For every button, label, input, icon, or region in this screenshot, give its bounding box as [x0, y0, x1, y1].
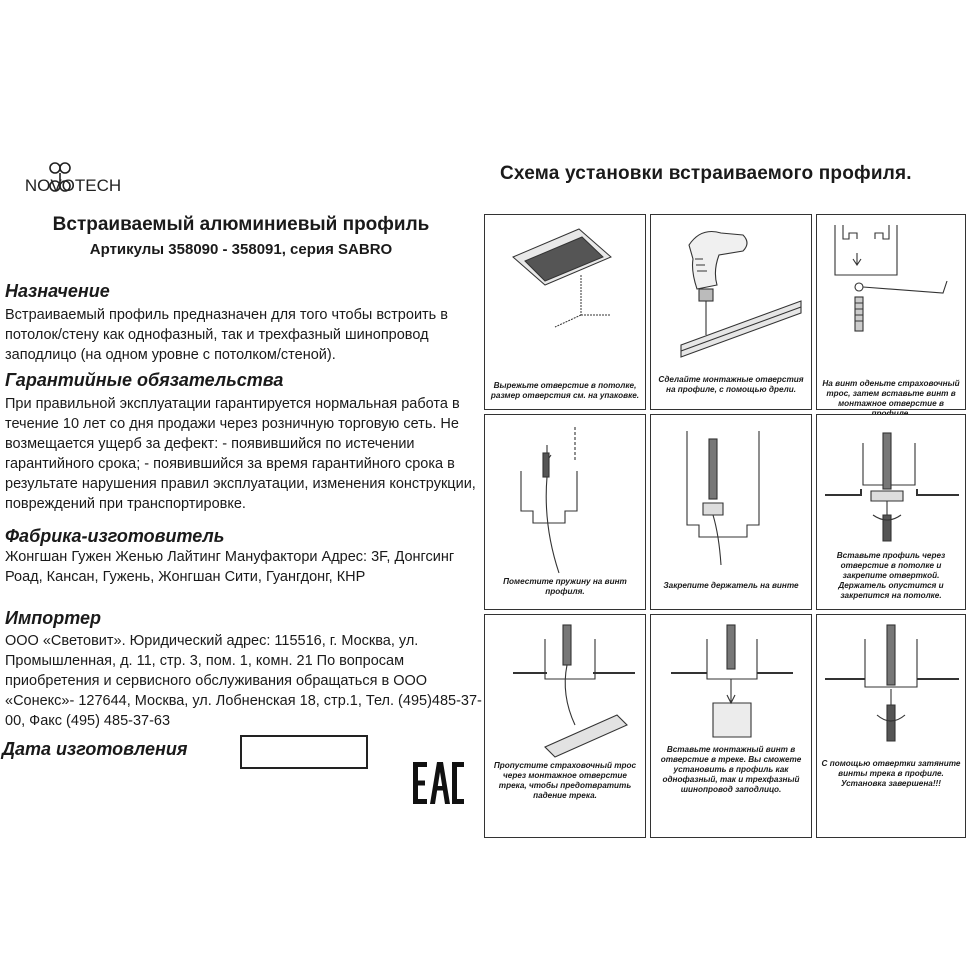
- importer-text: ООО «Световит». Юридический адрес: 115516, г. Москва, ул. Промышленная, д. 11, стр. 3, пом. 1, комн. 21 По вопросам приобретения и сервисного обслуживания обращаться в ООО «Сонекс»- 127644, Москва, ул. Лобненская 18, стр.1, Тел. (495)485-37-00, Факс (495) 485-37-63: [5, 633, 482, 729]
- step-4-caption: Поместите пружину на винт профиля.: [503, 577, 627, 596]
- schema-title: Схема установки встраиваемого профиля.: [500, 163, 912, 184]
- document-subtitle: Артикулы 358090 - 358091, серия SABRO: [89, 241, 393, 258]
- step-8-illustration: [651, 615, 813, 839]
- brand-name: NOVOTECH: [24, 176, 122, 195]
- manufacture-date-heading: Дата изготовления: [2, 739, 188, 759]
- brand-logo: [2, 160, 144, 204]
- step-8-panel: [650, 614, 812, 838]
- step-8-caption: Вставьте монтажный винт в отверстие в треке. Вы сможете установить в профиль как однофазный, так и трехфазный шинопровод заподлицо.: [660, 745, 802, 794]
- purpose-heading: Назначение: [5, 281, 110, 301]
- importer-heading: Импортер: [5, 608, 102, 628]
- step-2-caption: Сделайте монтажные отверстия на профиле, с помощью дрели.: [658, 375, 804, 394]
- step-9-caption: С помощью отвертки затяните винты трека в профиле. Установка завершена!!!: [821, 759, 961, 788]
- eac-certification-mark: [412, 760, 464, 806]
- step-2-panel: [650, 214, 812, 410]
- step-7-illustration: [485, 615, 647, 839]
- step-5-panel: [650, 414, 812, 610]
- warranty-text: При правильной эксплуатации гарантируется нормальная работа в течение 10 лет со дня продажи через розничную торговую сеть. Не возмещается ущерб за дефект: - появившийся по истечении гарантийного срока; - появившийся за время гарантийного срока в результате нарушения правил эксплуатации, изменения конструкции, повреждений при транспортировке.: [5, 396, 476, 512]
- step-9-panel: [816, 614, 966, 838]
- step-7-panel: [484, 614, 646, 838]
- step-1-caption: Вырежьте отверстие в потолке, размер отверстия см. на упаковке.: [490, 381, 640, 400]
- document-title: Встраиваемый алюминиевый профиль: [52, 214, 430, 235]
- step-3-panel: [816, 214, 966, 410]
- step-9-illustration: [817, 615, 967, 839]
- factory-heading: Фабрика-изготовитель: [5, 526, 225, 546]
- manufacture-date-field[interactable]: [240, 735, 368, 769]
- step-3-caption: На винт оденьте страховочный трос, затем вставьте винт в монтажное отверстие в: [822, 379, 960, 408]
- step-4-panel: [484, 414, 646, 610]
- step-6-caption: Вставьте профиль через отверстие в потолке и закрепите отверткой. Держатель опустится и закрепится на потолке.: [836, 551, 946, 600]
- warranty-heading: Гарантийные обязательства: [5, 370, 284, 390]
- step-7-caption: Пропустите страховочный трос через монтажное отверстие трека, чтобы предотвратить падение трека.: [493, 761, 637, 800]
- step-1-panel: [484, 214, 646, 410]
- purpose-text: Встраиваемый профиль предназначен для того чтобы встроить в потолок/стену как однофазный, так и трехфазный шинопровод заподлицо (на одном уровне с потолком/стеной).: [5, 307, 448, 363]
- step-6-panel: [816, 414, 966, 610]
- step-5-caption: Закрепите держатель на винте: [663, 581, 799, 590]
- factory-text: Жонгшан Гужен Женью Лайтинг Мануфактори Адрес: 3F, Донгсинг Роад, Кансан, Гужень, Жонгшан Сити, Гуангдонг, КНР: [5, 549, 455, 585]
